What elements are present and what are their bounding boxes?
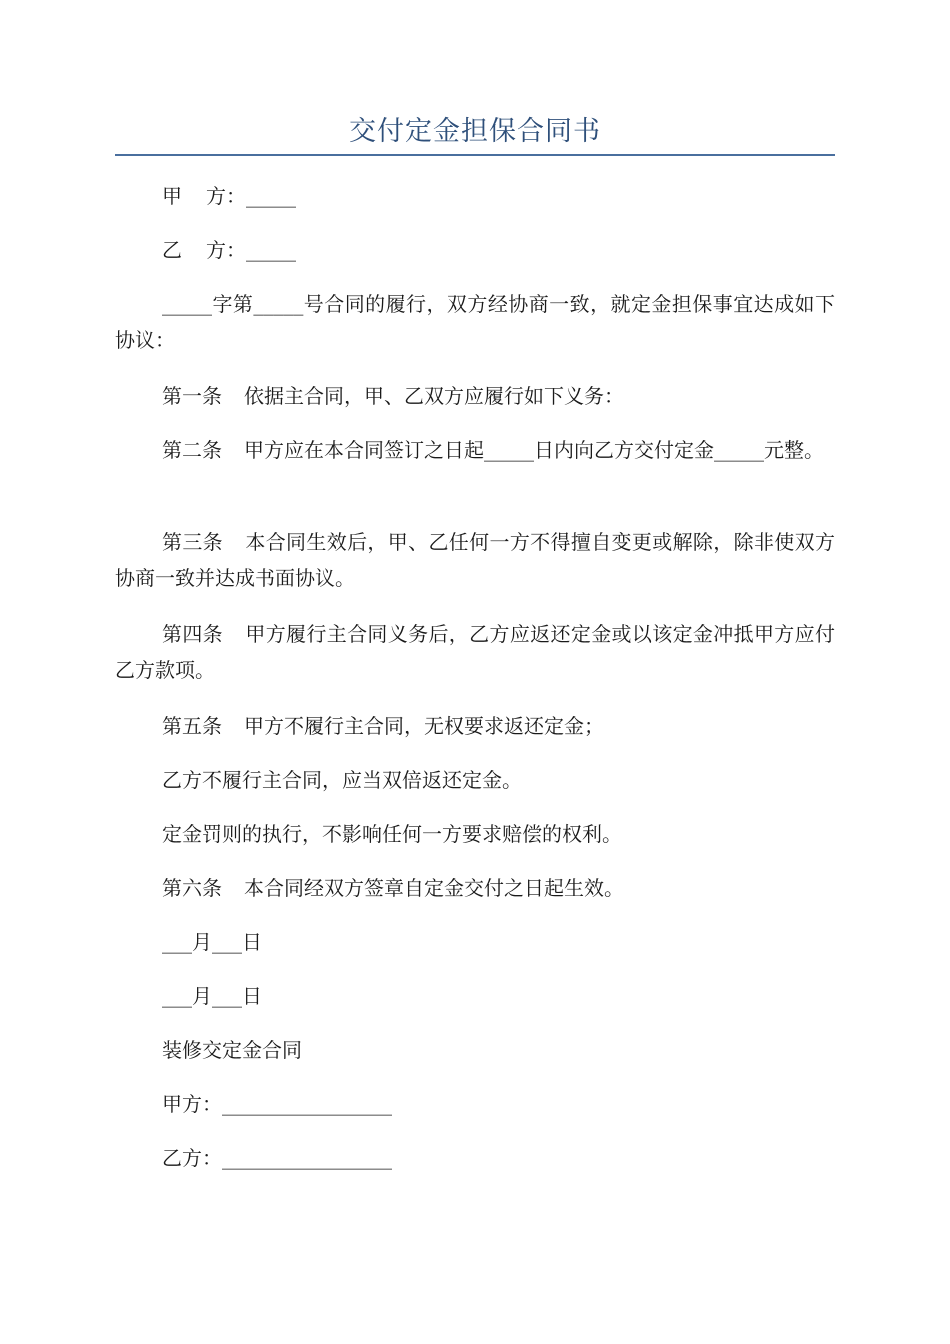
article-5 [115,708,835,744]
party-b-line [115,232,835,268]
article-6-number: 第六条 [162,876,222,900]
article-2-text: 甲方应在本合同签订之日起_____日内向乙方交付定金_____元整。 [244,438,824,462]
article-1-text: 依据主合同，甲、乙双方应履行如下义务： [244,384,624,408]
second-contract-title: 装修交定金合同 [162,1038,302,1062]
article-2-number: 第二条 [162,438,222,462]
party-a-label-2: 方：_____ [206,184,296,208]
article-6 [115,870,835,906]
party-a-label-1: 甲 [162,184,182,208]
article-2 [115,432,835,468]
preamble: _____字第_____号合同的履行，双方经协商一致，就定金担保事宜达成如下协议： [115,292,835,352]
second-party-b-line: 乙方：_________________ [162,1146,392,1170]
party-b-label-2: 方：_____ [206,238,296,262]
date-line-1: ___月___日 [162,930,262,954]
party-b-label-1: 乙 [162,238,182,262]
date-line-2: ___月___日 [162,984,262,1008]
article-5-text: 甲方不履行主合同，无权要求返还定金； [244,714,604,738]
party-a-line [115,178,835,214]
article-3 [115,524,835,596]
article-4-number: 第四条 [162,622,224,646]
article-3-number: 第三条 [162,530,224,554]
article-3-text: 本合同生效后，甲、乙任何一方不得擅自变更或解除，除非使双方协商一致并达成书面协议。 [115,530,835,590]
article-1 [115,378,835,414]
second-party-a-line: 甲方：_________________ [162,1092,392,1116]
article-4-text: 甲方履行主合同义务后，乙方应返还定金或以该定金冲抵甲方应付乙方款项。 [115,622,835,682]
article-5-line-2: 乙方不履行主合同，应当双倍返还定金。 [162,768,522,792]
article-6-text: 本合同经双方签章自定金交付之日起生效。 [244,876,624,900]
article-1-number: 第一条 [162,384,222,408]
article-5-line-3: 定金罚则的执行，不影响任何一方要求赔偿的权利。 [162,822,622,846]
article-4 [115,616,835,688]
article-5-number: 第五条 [162,714,222,738]
title-underline [115,154,835,156]
document-title: 交付定金担保合同书 [349,116,601,147]
